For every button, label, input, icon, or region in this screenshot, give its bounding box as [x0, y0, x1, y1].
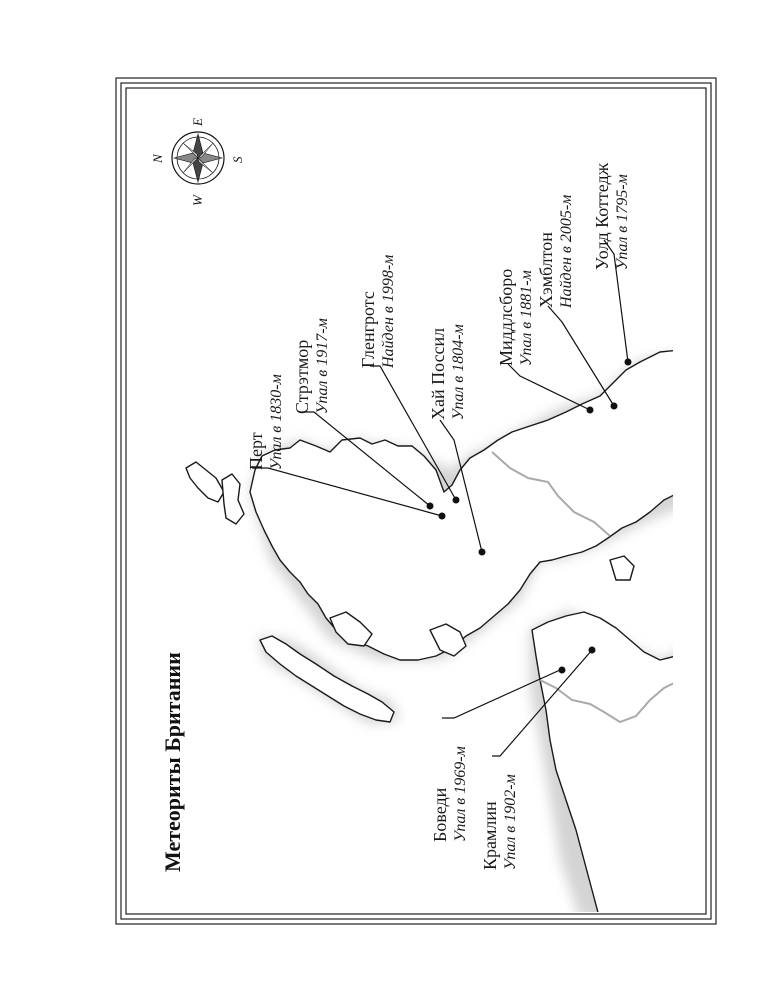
- label-hai-possil: [428, 324, 467, 420]
- site-glengrots: [453, 497, 460, 504]
- site-pert: [439, 513, 446, 520]
- landmass-arran: [610, 556, 634, 580]
- label-middlesbrough: [496, 269, 535, 366]
- label-wold-cottage-note: Упал в 1795-м: [614, 174, 631, 270]
- label-hambleton-note: Найден в 2005-м: [558, 194, 575, 308]
- site-cramlin: [589, 647, 596, 654]
- landmass-ireland: [532, 612, 700, 920]
- label-cramlin-name: Крамлин: [480, 801, 500, 870]
- compass-w-label: W: [190, 195, 205, 206]
- label-hambleton: [536, 195, 575, 309]
- site-hambleton: [611, 403, 618, 410]
- landmass-orkney: [186, 462, 224, 502]
- leader-hambleton: [548, 306, 614, 406]
- label-glengrots-note: Найден в 1998-м: [380, 254, 397, 368]
- label-middlesbrough-note: Упал в 1881-м: [518, 270, 535, 366]
- site-wold-cottage: [625, 359, 632, 366]
- label-pert-name: Перт: [246, 432, 266, 470]
- label-cramlin: [480, 774, 519, 870]
- compass-e-label: E: [190, 118, 205, 126]
- label-cramlin-note: Упал в 1902-м: [502, 774, 519, 870]
- label-wold-cottage: [592, 162, 631, 270]
- label-bovedy-note: Упал в 1969-м: [452, 746, 469, 842]
- label-pert-note: Упал в 1830-м: [268, 374, 285, 470]
- label-glengrots-name: Гленгротс: [358, 291, 378, 368]
- compass-s-label: S: [230, 156, 245, 163]
- label-hai-possil-name: Хай Поссил: [428, 327, 448, 420]
- label-glengrots: [358, 255, 397, 369]
- landmass-shetland: [222, 474, 244, 524]
- label-stratmor-name: Стрэтмор: [292, 339, 312, 414]
- site-stratmor: [427, 503, 434, 510]
- label-bovedy-name: Боведи: [430, 787, 450, 842]
- site-middlesbrough: [587, 407, 594, 414]
- label-hai-possil-note: Упал в 1804-м: [450, 324, 467, 420]
- label-stratmor-note: Упал в 1917-м: [314, 318, 331, 414]
- label-middlesbrough-name: Миддлсборо: [496, 268, 516, 366]
- label-wold-cottage-name: Уолд Коттедж: [592, 162, 612, 270]
- label-bovedy: [430, 746, 469, 842]
- map-title: Метеориты Британии: [160, 652, 185, 872]
- site-bovedy: [559, 667, 566, 674]
- label-stratmor: [292, 318, 331, 414]
- label-hambleton-name: Хэмблтон: [536, 232, 556, 308]
- compass-rose: [150, 118, 245, 206]
- compass-n-label: N: [150, 154, 165, 163]
- site-hai-possil: [479, 549, 486, 556]
- label-pert: [246, 374, 285, 470]
